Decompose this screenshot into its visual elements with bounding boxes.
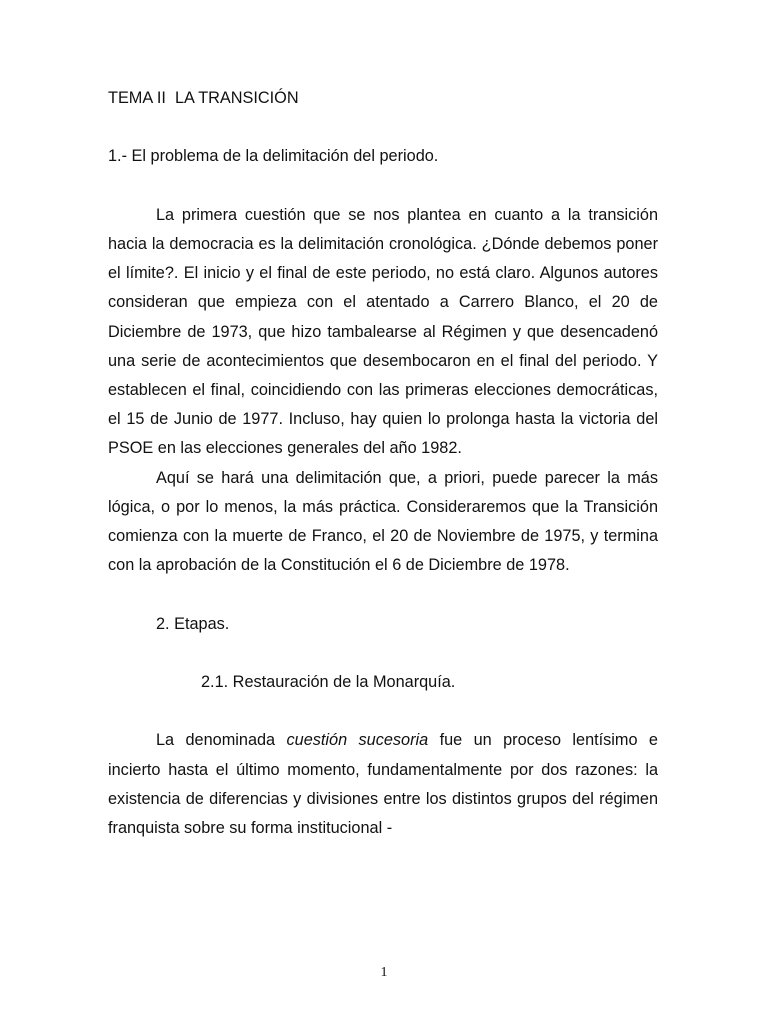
paragraph-2: Aquí se hará una delimitación que, a priori, puede parecer la más lógica, o por lo menos, la más práctica. Consideraremos que la Transición comienza con la muerte de Franco, el 20 de Noviembre de 1975, y termina con la aprobación de la Constitución el 6 de Diciembre de 1978. bbox=[108, 468, 658, 575]
paragraph-1: La primera cuestión que se nos plantea en cuanto a la transición hacia la democracia es la delimitación cronológica. ¿Dónde debemos poner el límite?. El inicio y el final de este periodo, no está claro. Algunos autores consideran que empieza con el atentado a Carrero Blanco, el 20 de Diciembre de 1973, que hizo tambalearse al Régimen y que desencadenó una serie de acontecimientos que desembocaron en el final del periodo. Y establecen el final, coincidiendo con las primeras elecciones democráticas, el 15 de Junio de 1977. Incluso, hay quien lo prolonga hasta la victoria del PSOE en las elecciones generales del año 1982. bbox=[108, 205, 658, 458]
paragraph-3-start: La denominada bbox=[156, 731, 287, 750]
subsection-heading-2-1: 2.1. Restauración de la Monarquía. bbox=[201, 673, 456, 691]
page-number: 1 bbox=[380, 965, 388, 980]
section-heading-1: 1.- El problema de la delimitación del periodo. bbox=[108, 147, 439, 166]
document-body bbox=[108, 84, 658, 843]
paragraph-3-end: fue un proceso lentísimo e incierto hasta el último momento, fundamentalmente por dos razones: la existencia de diferencias y divisiones entre los distintos grupos del régimen franquista sobre su forma institucional - bbox=[108, 731, 658, 837]
section-heading-2: 2. Etapas. bbox=[156, 614, 230, 633]
paragraph-3-emphasis: cuestión sucesoria bbox=[286, 731, 429, 750]
paragraph-3 bbox=[108, 726, 658, 843]
document-title: TEMA II LA TRANSICIÓN bbox=[108, 89, 299, 107]
